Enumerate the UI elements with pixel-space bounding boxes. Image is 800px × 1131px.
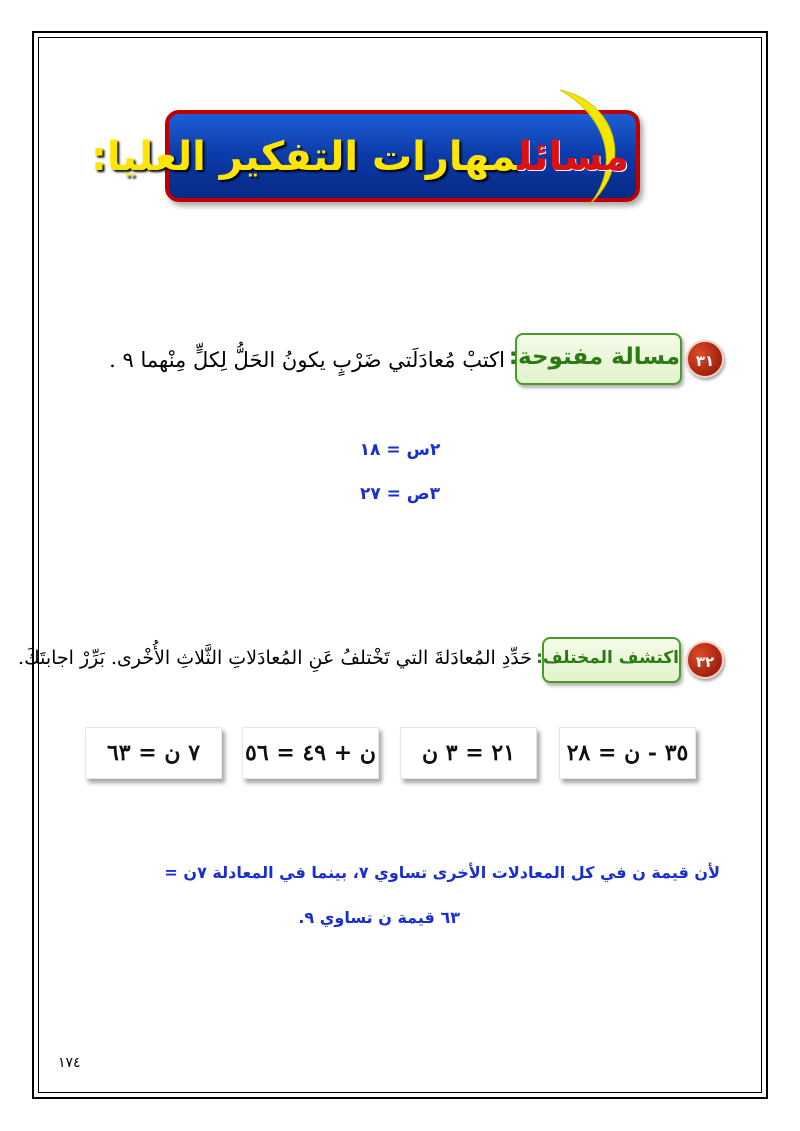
- question-number: ٣١: [695, 352, 715, 370]
- equation-text: ن + ٤٩ = ٥٦: [245, 740, 376, 766]
- question-number-badge: [686, 340, 724, 378]
- answer-equation: ٣ص = ٢٧: [359, 484, 441, 504]
- answer-line: ٦٣ قيمة ن تساوي ٩.: [298, 908, 460, 927]
- page-title: [90, 122, 635, 192]
- question-number: ٣٢: [695, 653, 715, 671]
- equation-text: ٢١ = ٣ ن: [421, 740, 516, 766]
- find-different-tag: [536, 637, 681, 683]
- question-text: اكتبْ مُعادَلَتي ضَرْبٍ يكونُ الحَلُّ لِكلٍّ مِنْهما ٩ .: [109, 348, 505, 372]
- open-problem-tag: [508, 333, 682, 385]
- answer-equation: ٢س = ١٨: [359, 440, 441, 460]
- equation-text: ٣٥ - ن = ٢٨: [566, 740, 689, 766]
- equation-text: ٧ ن = ٦٣: [106, 740, 201, 766]
- title-yellow-words: مهارات التفكير العليا:: [90, 134, 518, 180]
- equation-card: [559, 727, 696, 779]
- page-number: ١٧٤: [58, 1055, 81, 1071]
- title-red-word: مسائل: [517, 134, 629, 180]
- tag-label: مسالة مفتوحة:: [508, 344, 680, 370]
- question-number-badge: [686, 641, 724, 679]
- equation-card: [85, 727, 222, 779]
- equation-card: [242, 727, 379, 779]
- answer-line: لأن قيمة ن في كل المعادلات الأخرى تساوي ٧، بينما في المعادلة ٧ن =: [164, 863, 720, 882]
- tag-label: اكتشف المختلف:: [536, 648, 679, 668]
- equation-card: [400, 727, 537, 779]
- question-text: حَدِّدِ المُعادَلةَ التي تَخْتلفُ عَنِ المُعادَلاتِ الثَّلاثِ الأُخْرى. بَرِّرْ اجابتَكَ.: [18, 647, 532, 669]
